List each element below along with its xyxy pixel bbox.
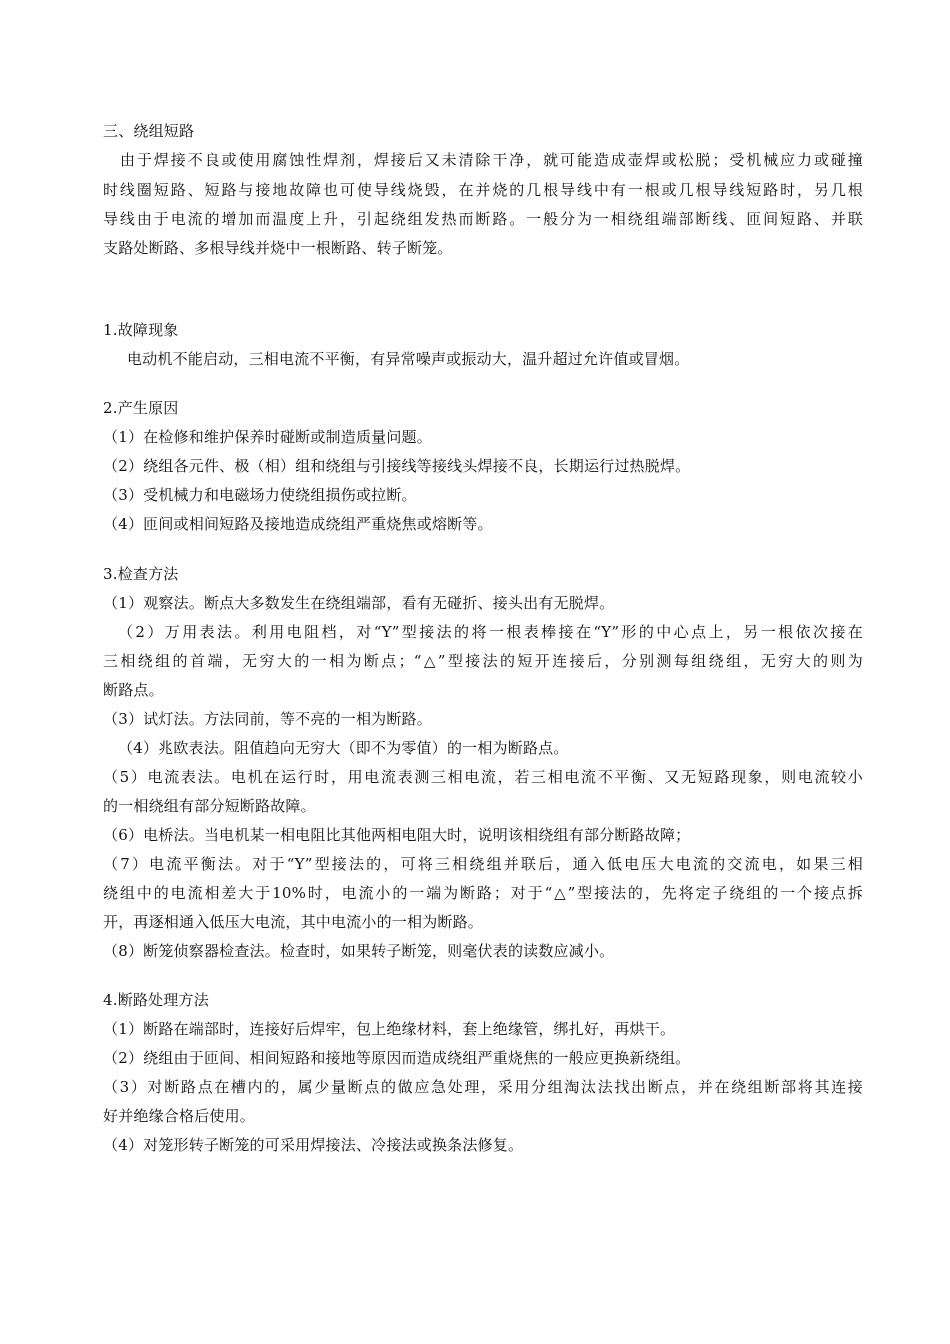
check-line-5: （3）试灯法。方法同前，等不亮的一相为断路。 bbox=[103, 710, 432, 728]
cause-item-1: （1）在检修和维护保养时碰断或制造质量问题。 bbox=[103, 428, 432, 446]
handle-title: 4.断路处理方法 bbox=[103, 991, 209, 1009]
check-line-12: 开，再逐相通入低压大电流，其中电流小的一相为断路。 bbox=[103, 913, 484, 931]
handle-line-4: 好并绝缘合格后使用。 bbox=[103, 1107, 256, 1125]
check-line-2: （2）万用表法。利用电阻档，对“Y”型接法的将一根表棒接在“Y”形的中心点上，另一根依次接在 bbox=[118, 623, 863, 641]
cause-item-3: （3）受机械力和电磁场力使绕组损伤或拉断。 bbox=[103, 486, 417, 504]
check-line-11: 绕组中的电流相差大于10%时，电流小的一端为断路；对于“△”型接法的，先将定子绕组的一个接点拆 bbox=[103, 884, 863, 902]
handle-line-5: （4）对笼形转子断笼的可采用焊接法、冷接法或换条法修复。 bbox=[103, 1136, 524, 1154]
cause-item-2: （2）绕组各元件、极（相）组和绕组与引接线等接线头焊接不良，长期运行过热脱焊。 bbox=[103, 457, 691, 475]
fault-text: 电动机不能启动，三相电流不平衡，有异常噪声或振动大，温升超过允许值或冒烟。 bbox=[127, 350, 690, 368]
check-line-13: （8）断笼侦察器检查法。检查时，如果转子断笼，则毫伏表的读数应减小。 bbox=[103, 942, 615, 960]
check-line-10: （7）电流平衡法。对于“Y”型接法的，可将三相绕组并联后，通入低电压大电流的交流电，如果三相 bbox=[103, 855, 863, 873]
check-line-1: （1）观察法。断点大多数发生在绕组端部，看有无碰折、接头出有无脱焊。 bbox=[103, 594, 615, 612]
check-line-9: （6）电桥法。当电机某一相电阻比其他两相电阻大时，说明该相绕组有部分断路故障； bbox=[103, 826, 691, 844]
cause-title: 2.产生原因 bbox=[103, 399, 179, 417]
intro-line-4: 支路处断路、多根导线并烧中一根断路、转子断笼。 bbox=[103, 239, 453, 257]
fault-title: 1.故障现象 bbox=[103, 321, 179, 339]
check-line-4: 断路点。 bbox=[103, 681, 164, 699]
intro-line-2: 时线圈短路、短路与接地故障也可使导线烧毁，在并烧的几根导线中有一根或几根导线短路时，另几根 bbox=[103, 181, 863, 199]
handle-line-3: （3）对断路点在槽内的，属少量断点的做应急处理，采用分组淘汰法找出断点，并在绕组断部将其连接 bbox=[103, 1078, 863, 1096]
check-line-8: 的一相绕组有部分短断路故障。 bbox=[103, 797, 316, 815]
cause-item-4: （4）匝间或相间短路及接地造成绕组严重烧焦或熔断等。 bbox=[103, 515, 493, 533]
section-title: 三、绕组短路 bbox=[103, 122, 195, 140]
intro-line-1: 由于焊接不良或使用腐蚀性焊剂，焊接后又未清除干净，就可能造成壶焊或松脱；受机械应力或碰撞 bbox=[120, 151, 863, 169]
handle-line-1: （1）断路在端部时，连接好后焊牢，包上绝缘材料，套上绝缘管，绑扎好，再烘干。 bbox=[103, 1020, 676, 1038]
check-line-7: （5）电流表法。电机在运行时，用电流表测三相电流，若三相电流不平衡、又无短路现象，则电流较小 bbox=[103, 768, 863, 786]
check-line-6: （4）兆欧表法。阻值趋向无穷大（即不为零值）的一相为断路点。 bbox=[118, 739, 569, 757]
handle-line-2: （2）绕组由于匝间、相间短路和接地等原因而造成绕组严重烧焦的一般应更换新绕组。 bbox=[103, 1049, 691, 1067]
check-line-3: 三相绕组的首端，无穷大的一相为断点；“△”型接法的短开连接后，分别测每组绕组，无穷大的则为 bbox=[103, 652, 863, 670]
check-title: 3.检查方法 bbox=[103, 565, 179, 583]
intro-line-3: 导线由于电流的增加而温度上升，引起绕组发热而断路。一般分为一相绕组端部断线、匝间短路、并联 bbox=[103, 210, 863, 228]
